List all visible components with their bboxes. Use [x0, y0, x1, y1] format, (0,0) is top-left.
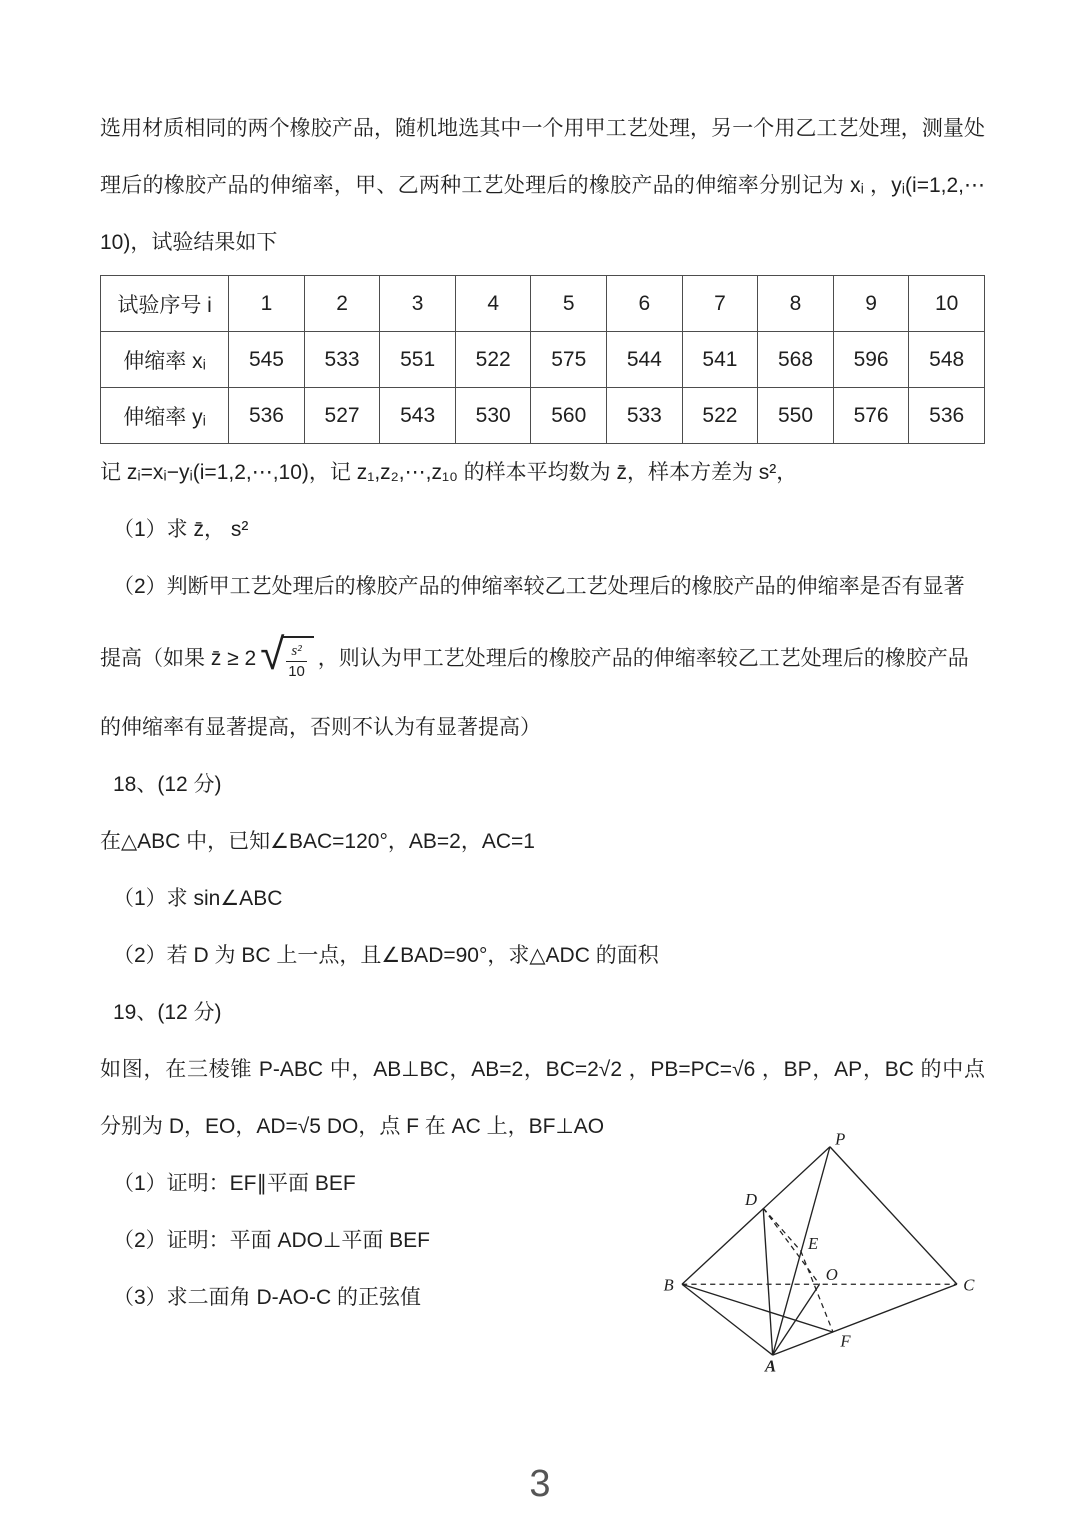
- table-cell: 7: [682, 276, 758, 332]
- table-cell: 4: [455, 276, 531, 332]
- problem17-q2-line1: （2）判断甲工艺处理后的橡胶产品的伸缩率较乙工艺处理后的橡胶产品的伸缩率是否有显著: [113, 575, 965, 598]
- table-cell: 543: [380, 388, 456, 444]
- table-cell: 8: [758, 276, 834, 332]
- problem17-after-table: 记 zᵢ=xᵢ−yᵢ(i=1,2,⋯,10)，记 z₁,z₂,⋯,z₁₀ 的样本平均数为 z̄，样本方差为 s²，: [100, 461, 798, 484]
- edge-BF: [682, 1284, 833, 1332]
- table-cell: 9: [833, 276, 909, 332]
- table-cell: 527: [304, 388, 380, 444]
- table-cell: 2: [304, 276, 380, 332]
- problem19-q2: （2）证明：平面 ADO⊥平面 BEF: [113, 1229, 430, 1252]
- problem18-statement: 在△ABC 中，已知∠BAC=120°，AB=2，AC=1: [100, 830, 535, 853]
- fraction: [286, 642, 306, 681]
- problem19-q1: （1）证明：EF∥平面 BEF: [113, 1172, 356, 1195]
- problem18-q1: （1）求 sin∠ABC: [113, 887, 283, 910]
- table-cell: 533: [607, 388, 683, 444]
- figure-container: [662, 1128, 977, 1378]
- problem19-number: 19、(12 分): [113, 1001, 222, 1024]
- formula-suffix: ，则认为甲工艺处理后的橡胶产品的伸缩率较乙工艺处理后的橡胶产品: [317, 647, 969, 670]
- vertex-label-E: E: [808, 1233, 819, 1253]
- table-cell-y-label: 伸缩率 yᵢ: [101, 388, 229, 444]
- problem17-q2-line3: 的伸缩率有显著提高，否则不认为有显著提高）: [100, 716, 541, 739]
- table-cell: 530: [455, 388, 531, 444]
- table-cell-x-label: 伸缩率 xᵢ: [101, 332, 229, 388]
- table-cell: 3: [380, 276, 456, 332]
- edge-EF-dashed: [801, 1251, 833, 1332]
- radical-sign-icon: √: [260, 629, 285, 679]
- edge-AB: [682, 1284, 773, 1355]
- vertex-label-D: D: [744, 1190, 757, 1210]
- problem18-number: 18、(12 分): [113, 773, 222, 796]
- vertex-label-C: C: [963, 1275, 975, 1295]
- problem17-intro: 选用材质相同的两个橡胶产品，随机地选其中一个用甲工艺处理，另一个用乙工艺处理，测量处理后的橡胶产品的伸缩率，甲、乙两种工艺处理后的橡胶产品的伸缩率分别记为 xᵢ ，yᵢ(i=1,2,⋯10)，试验结果如下: [100, 117, 985, 254]
- table-cell-header-label: 试验序号 i: [101, 276, 229, 332]
- radicand: [281, 636, 313, 681]
- vertex-label-F: F: [840, 1331, 851, 1351]
- edge-AC: [773, 1284, 957, 1355]
- table-cell: 6: [607, 276, 683, 332]
- table-cell: 522: [455, 332, 531, 388]
- table-row-y: [101, 388, 985, 444]
- table-cell: 576: [833, 388, 909, 444]
- table-cell: 560: [531, 388, 607, 444]
- vertex-label-B: B: [663, 1275, 674, 1295]
- table-cell: 545: [229, 332, 305, 388]
- table-cell: 596: [833, 332, 909, 388]
- trial-data-table: [100, 275, 985, 444]
- fraction-numerator: s²: [286, 642, 306, 662]
- table-cell: 541: [682, 332, 758, 388]
- problem19-q3: （3）求二面角 D-AO-C 的正弦值: [113, 1286, 422, 1309]
- vertex-label-O: O: [825, 1265, 838, 1285]
- edge-PB: [682, 1147, 830, 1285]
- edge-PC: [830, 1147, 957, 1285]
- table-cell: 5: [531, 276, 607, 332]
- table-cell: 575: [531, 332, 607, 388]
- problem19-statement: 如图，在三棱锥 P-ABC 中，AB⊥BC，AB=2，BC=2√2 ，PB=PC=√6 ，BP，AP，BC 的中点分别为 D，EO，AD=√5 DO，点 F 在 AC 上，BF⊥AO: [100, 1058, 985, 1138]
- table-cell: 536: [909, 388, 985, 444]
- table-cell: 544: [607, 332, 683, 388]
- tetrahedron-figure: [662, 1128, 977, 1378]
- edge-AD: [763, 1208, 772, 1355]
- page-number: 3: [529, 1463, 551, 1505]
- table-row-x: [101, 332, 985, 388]
- formula-prefix: 提高（如果 z̄ ≥ 2: [100, 647, 257, 670]
- sqrt-expression: [260, 629, 314, 681]
- vertex-label-A: A: [764, 1356, 777, 1376]
- table-cell: 522: [682, 388, 758, 444]
- table-cell: 1: [229, 276, 305, 332]
- table-cell: 568: [758, 332, 834, 388]
- edge-AO: [773, 1284, 820, 1355]
- table-cell: 533: [304, 332, 380, 388]
- problem17-q2-formula: [100, 615, 985, 699]
- table-cell: 10: [909, 276, 985, 332]
- table-row-header: [101, 276, 985, 332]
- table-cell: 551: [380, 332, 456, 388]
- edge-DE-dashed: [763, 1208, 801, 1251]
- problem18-q2: （2）若 D 为 BC 上一点，且∠BAD=90°，求△ADC 的面积: [113, 944, 659, 967]
- vertex-label-P: P: [835, 1129, 846, 1149]
- table-cell: 548: [909, 332, 985, 388]
- table-cell: 536: [229, 388, 305, 444]
- problem17-q1: （1）求 z̄， s²: [113, 518, 249, 541]
- fraction-denominator: 10: [288, 662, 305, 680]
- table-cell: 550: [758, 388, 834, 444]
